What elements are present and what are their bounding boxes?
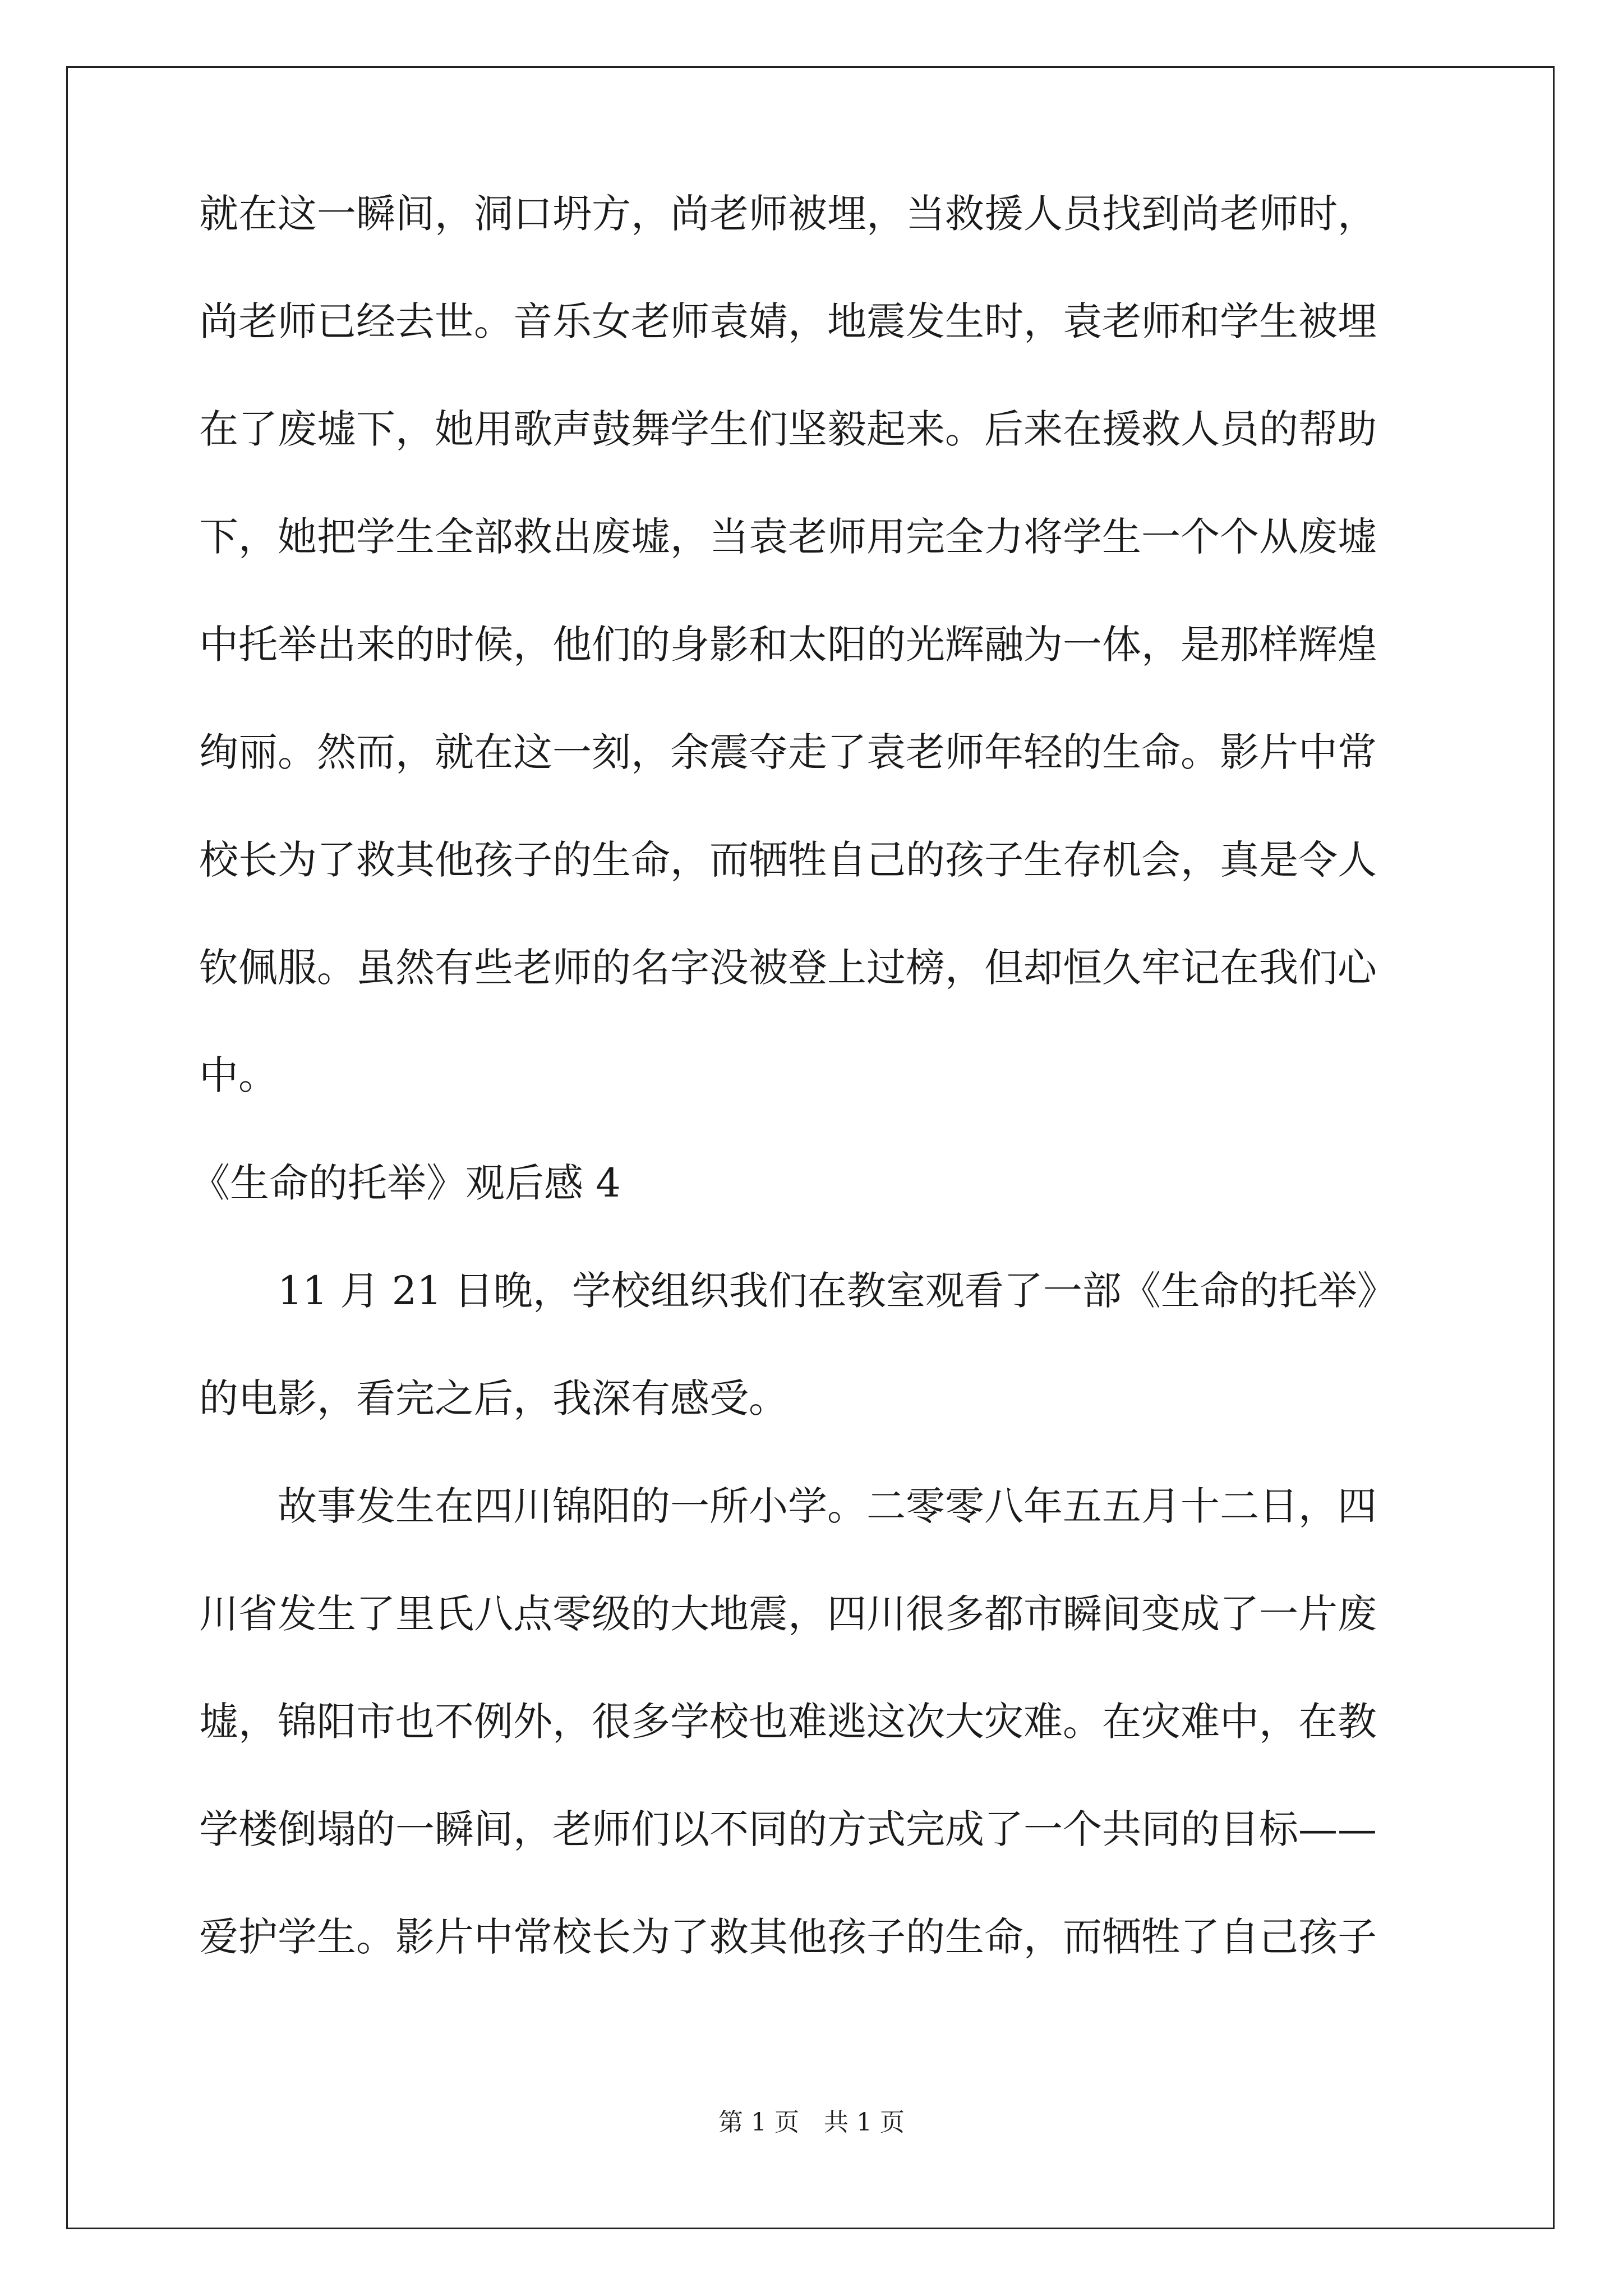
- paragraph-first-line: 11 月 21 日晚，学校组织我们在教室观看了一部《生命的托举》: [278, 1268, 1396, 1314]
- text-line: 绚丽。然而，就在这一刻，余震夺走了袁老师年轻的生命。影片中常: [199, 729, 1377, 775]
- section-heading: 《生命的托举》观后感 4: [191, 1160, 621, 1206]
- text-line: 的电影，看完之后，我深有感受。: [199, 1375, 788, 1421]
- text-line: 爱护学生。影片中常校长为了救其他孩子的生命，而牺牲了自己孩子: [199, 1914, 1377, 1960]
- text-line: 墟，锦阳市也不例外，很多学校也难逃这次大灾难。在灾难中，在教: [199, 1699, 1377, 1745]
- text-line: 在了废墟下，她用歌声鼓舞学生们坚毅起来。后来在援救人员的帮助: [199, 406, 1377, 452]
- text-line: 钦佩服。虽然有些老师的名字没被登上过榜，但却恒久牢记在我们心: [199, 945, 1377, 991]
- paragraph-first-line: 故事发生在四川锦阳的一所小学。二零零八年五五月十二日，四: [278, 1483, 1377, 1529]
- page-border: [66, 66, 1555, 2229]
- text-line: 就在这一瞬间，洞口坍方，尚老师被埋，当救援人员找到尚老师时，: [199, 191, 1377, 237]
- text-line: 中。: [199, 1052, 278, 1098]
- text-line: 尚老师已经去世。音乐女老师袁婧，地震发生时，袁老师和学生被埋: [199, 298, 1377, 344]
- page-number-footer: 第 1 页 共 1 页: [718, 2108, 905, 2137]
- text-line: 校长为了救其他孩子的生命，而牺牲自己的孩子生存机会，真是令人: [199, 837, 1377, 883]
- text-line: 中托举出来的时候，他们的身影和太阳的光辉融为一体，是那样辉煌: [199, 622, 1377, 668]
- text-line: 川省发生了里氏八点零级的大地震，四川很多都市瞬间变成了一片废: [199, 1591, 1377, 1637]
- text-line: 学楼倒塌的一瞬间，老师们以不同的方式完成了一个共同的目标——: [199, 1806, 1377, 1852]
- text-line: 下，她把学生全部救出废墟，当袁老师用完全力将学生一个个从废墟: [199, 514, 1377, 560]
